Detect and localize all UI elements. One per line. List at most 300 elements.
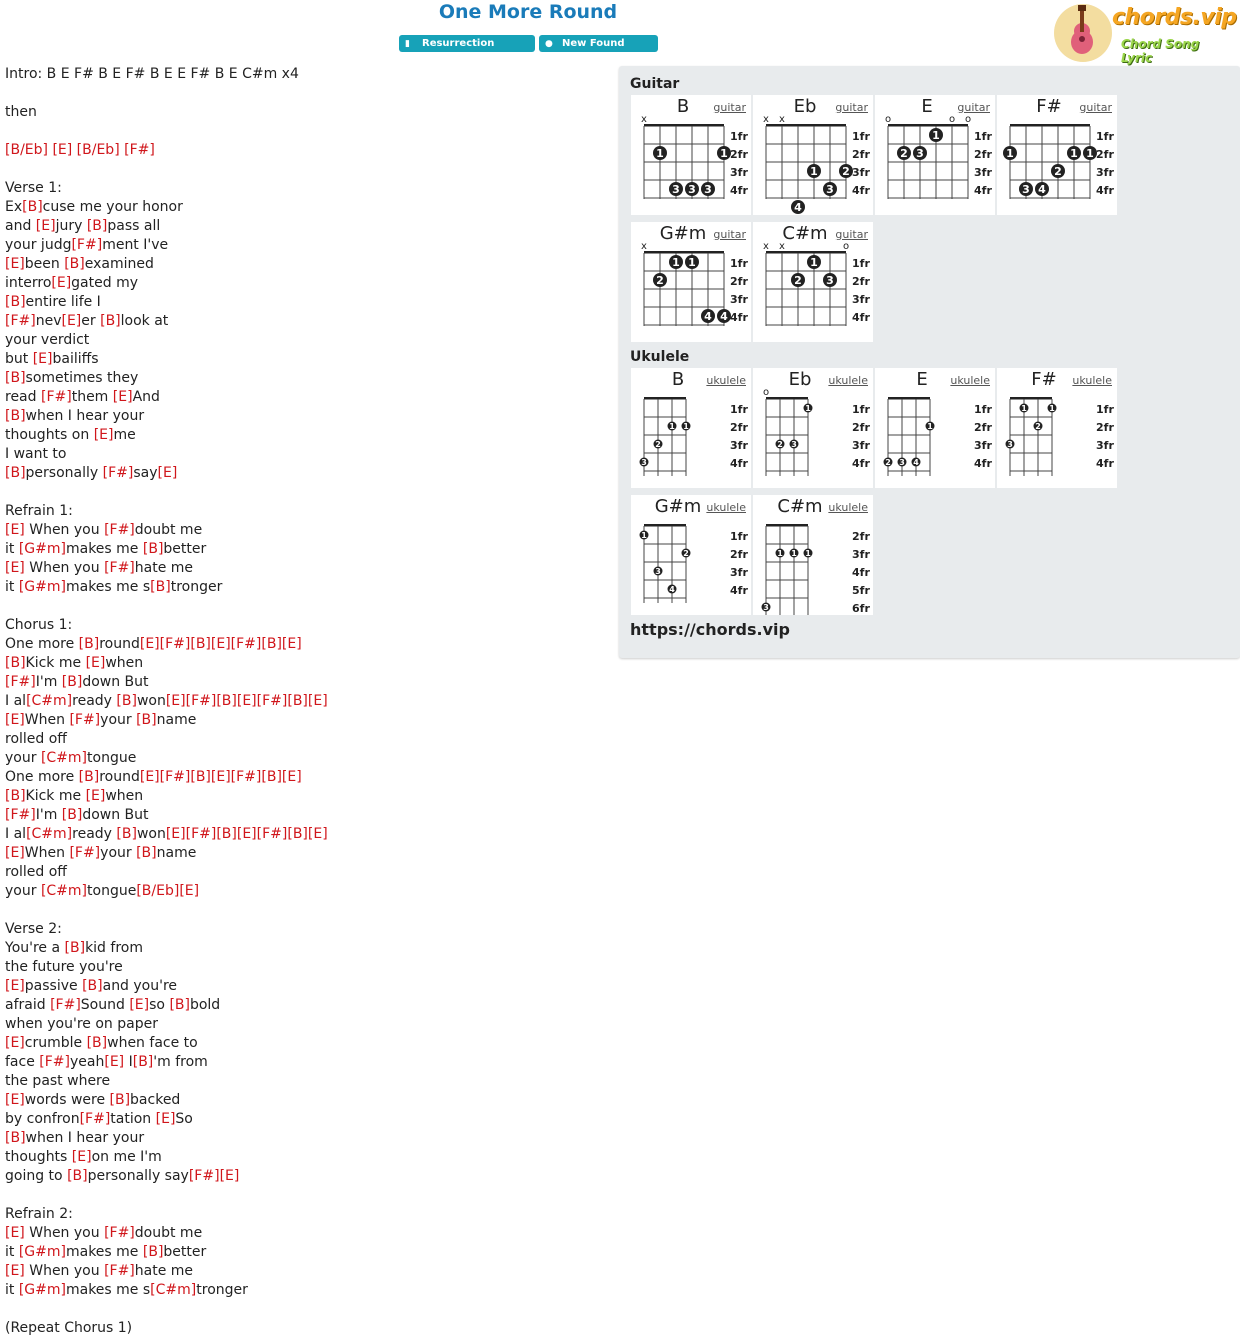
lyric-text: round xyxy=(99,769,140,785)
chord-token[interactable]: [E] xyxy=(5,1035,25,1051)
lyric-line xyxy=(5,1262,605,1281)
chord-token[interactable]: [F#] xyxy=(39,1054,70,1070)
chord-token[interactable]: [F#] xyxy=(104,560,135,576)
lyric-text: me xyxy=(113,427,136,443)
finger-dot xyxy=(685,255,699,269)
chord-token[interactable]: [E] xyxy=(236,693,257,709)
guitar-chord-card-b[interactable] xyxy=(631,95,751,215)
lyric-line xyxy=(5,426,605,445)
chord-token[interactable]: [C#m] xyxy=(26,826,73,842)
instrument-link[interactable]: guitar xyxy=(957,101,990,114)
svg-text:3: 3 xyxy=(826,274,834,287)
chord-token[interactable]: [B] xyxy=(116,826,137,842)
fret-label: 2fr xyxy=(974,421,992,434)
chord-token[interactable]: [E] xyxy=(32,351,53,367)
lyric-text: the past where xyxy=(5,1073,111,1089)
chord-token[interactable]: [B] xyxy=(61,674,83,690)
lyric-text: it xyxy=(5,541,19,557)
finger-dot xyxy=(839,164,853,178)
lyric-text: doubt me xyxy=(134,1225,203,1241)
svg-text:2: 2 xyxy=(794,274,802,287)
lyric-text: afraid xyxy=(5,997,51,1013)
lyric-line xyxy=(5,160,605,179)
chord-token[interactable]: [E] xyxy=(85,788,106,804)
chord-token[interactable]: [E] xyxy=(236,826,257,842)
lyric-text: crumble xyxy=(24,1035,87,1051)
chord-token[interactable]: [G#m] xyxy=(18,579,66,595)
lyric-line xyxy=(5,445,605,464)
guitar-chord-card-gsharpm[interactable] xyxy=(631,222,751,342)
fret-label: 1fr xyxy=(730,403,748,416)
lyric-text: yeah xyxy=(70,1054,105,1070)
lyric-text: when you're on paper xyxy=(5,1016,158,1032)
lyric-line xyxy=(5,65,605,84)
lyric-text: better xyxy=(163,1244,207,1260)
svg-text:1: 1 xyxy=(688,256,696,269)
chord-token[interactable]: [E] xyxy=(281,636,302,652)
chord-token[interactable]: [C#m] xyxy=(150,1282,197,1298)
chord-token[interactable]: [F#] xyxy=(50,997,81,1013)
chord-name: F# xyxy=(1031,369,1057,390)
lyric-text: it xyxy=(5,1244,19,1260)
chord-name: F# xyxy=(1036,96,1062,117)
lyric-text: makes me s xyxy=(65,1282,151,1298)
fret-label: 4fr xyxy=(974,184,992,197)
lyric-line xyxy=(5,616,605,635)
lyric-text: ready xyxy=(72,693,117,709)
lyric-line xyxy=(5,274,605,293)
artist-badge[interactable] xyxy=(539,35,658,67)
lyric-text: entire life I xyxy=(25,294,101,310)
lyric-line xyxy=(5,1205,605,1224)
lyric-line xyxy=(5,521,605,540)
lyric-line xyxy=(5,1148,605,1167)
ukulele-chord-card-eb[interactable] xyxy=(753,368,873,488)
chord-token[interactable]: [F#] xyxy=(69,712,101,728)
chord-token[interactable]: [E] xyxy=(179,883,200,899)
chord-token[interactable]: [F#] xyxy=(159,769,191,785)
svg-text:2: 2 xyxy=(885,458,891,467)
chord-name: Eb xyxy=(793,96,817,117)
svg-text:3: 3 xyxy=(899,458,905,467)
chord-token[interactable]: [E] xyxy=(5,560,25,576)
lyric-text: You're a xyxy=(5,940,65,956)
chord-token[interactable]: [F#] xyxy=(69,845,101,861)
lyric-text: backed xyxy=(130,1092,181,1108)
muted-string-marker: x xyxy=(641,241,647,252)
chord-token[interactable]: [B] xyxy=(261,769,282,785)
chord-token[interactable]: [E] xyxy=(104,1054,125,1070)
lyric-text: When you xyxy=(24,560,105,576)
instrument-link[interactable]: ukulele xyxy=(706,501,746,514)
finger-dot xyxy=(762,603,771,613)
chord-token[interactable]: [B/Eb] xyxy=(136,883,180,899)
chord-token[interactable]: [F#] xyxy=(230,769,262,785)
album-icon: ▮ xyxy=(405,39,410,49)
lyric-line xyxy=(5,597,605,616)
chord-token[interactable]: [E] xyxy=(157,465,178,481)
lyric-line xyxy=(5,711,605,730)
lyric-text: words were xyxy=(24,1092,110,1108)
chord-token[interactable]: [B] xyxy=(78,769,100,785)
chord-token[interactable]: [B] xyxy=(136,845,157,861)
chord-token[interactable]: [E] xyxy=(5,712,25,728)
lyric-line xyxy=(5,407,605,426)
svg-text:1: 1 xyxy=(1006,147,1014,160)
lyric-line xyxy=(5,369,605,388)
chord-token[interactable]: [E] xyxy=(85,655,106,671)
chord-token[interactable]: [E] xyxy=(71,1149,92,1165)
chord-token[interactable]: [E] xyxy=(5,978,25,994)
lyric-line xyxy=(5,1072,605,1091)
chord-token[interactable]: [E] xyxy=(5,1225,25,1241)
finger-dot xyxy=(701,182,715,196)
chord-token[interactable]: [F#] xyxy=(5,313,36,329)
chord-token[interactable]: [B] xyxy=(287,693,308,709)
svg-text:1: 1 xyxy=(669,422,675,431)
lyric-text: your xyxy=(100,712,137,728)
lyric-line xyxy=(5,787,605,806)
finger-dot xyxy=(669,255,683,269)
chord-token[interactable]: [B] xyxy=(5,408,26,424)
lyric-text: makes me xyxy=(65,541,143,557)
lyric-text: makes me s xyxy=(65,579,151,595)
lyric-line xyxy=(5,350,605,369)
lyric-line xyxy=(5,236,605,255)
chord-name: Eb xyxy=(788,369,812,390)
chord-token[interactable]: [F#] xyxy=(256,826,288,842)
svg-text:2: 2 xyxy=(1035,422,1041,431)
chord-token[interactable]: [B] xyxy=(86,1035,108,1051)
chord-token[interactable]: [E] xyxy=(155,1111,176,1127)
chord-token[interactable]: [C#m] xyxy=(26,693,73,709)
ukulele-chord-card-e[interactable] xyxy=(875,368,995,488)
chord-token[interactable]: [F#] xyxy=(230,636,262,652)
svg-text:4: 4 xyxy=(1038,183,1046,196)
lyric-line xyxy=(5,559,605,578)
chord-name: E xyxy=(921,96,933,117)
chord-token[interactable]: [F#] xyxy=(185,693,217,709)
lyric-text: 'm from xyxy=(153,1054,208,1070)
chord-token[interactable]: [B] xyxy=(190,769,211,785)
finger-dot xyxy=(668,585,677,595)
chord-token[interactable]: [E] xyxy=(5,1092,25,1108)
chord-token[interactable]: [E] xyxy=(5,1263,25,1279)
chord-name: B xyxy=(671,369,685,390)
chord-token[interactable]: [F#] xyxy=(79,1111,111,1127)
chord-token[interactable]: [B] xyxy=(5,788,26,804)
chord-token[interactable]: [E] xyxy=(5,522,25,538)
lyric-text: Chorus 1: xyxy=(5,617,73,633)
guitar-chord-card-e[interactable] xyxy=(875,95,995,215)
finger-dot xyxy=(653,146,667,160)
chord-token[interactable]: [F#] xyxy=(185,826,217,842)
chord-token[interactable]: [B] xyxy=(216,693,237,709)
chord-name: C#m xyxy=(782,223,828,244)
finger-dot xyxy=(640,531,649,541)
chord-token[interactable]: [E] xyxy=(165,693,186,709)
lyric-text: pass all xyxy=(107,218,161,234)
chord-token[interactable]: [F#] xyxy=(104,1263,135,1279)
logo-text: chords.vip xyxy=(1112,5,1237,30)
chord-token[interactable]: [F#] xyxy=(104,1225,135,1241)
chord-token[interactable]: [E] xyxy=(52,142,73,158)
svg-text:4: 4 xyxy=(669,585,675,594)
chord-token[interactable]: [B] xyxy=(5,370,26,386)
fret-label: 4fr xyxy=(1096,184,1114,197)
chord-token[interactable]: [E] xyxy=(210,769,231,785)
lyric-line xyxy=(5,578,605,597)
instrument-link[interactable]: guitar xyxy=(1079,101,1112,114)
chord-token[interactable]: [B] xyxy=(142,541,164,557)
svg-text:2: 2 xyxy=(777,440,783,449)
lyric-line xyxy=(5,749,605,768)
finger-dot xyxy=(1006,440,1015,450)
chord-token[interactable]: [B] xyxy=(132,1054,154,1070)
lyric-text: thoughts xyxy=(5,1149,72,1165)
chord-token[interactable]: [B] xyxy=(22,199,43,215)
chord-token[interactable]: [B] xyxy=(261,636,282,652)
lyric-text: your xyxy=(5,750,41,766)
chord-token[interactable]: [E] xyxy=(281,769,302,785)
lyric-line xyxy=(5,198,605,217)
site-logo[interactable] xyxy=(1054,2,1237,65)
chord-token[interactable]: [B/Eb] xyxy=(76,142,120,158)
chord-token[interactable]: [G#m] xyxy=(18,1282,66,1298)
instrument-link[interactable]: ukulele xyxy=(1072,374,1112,387)
fret-label: 3fr xyxy=(852,439,870,452)
lyric-text: I al xyxy=(5,826,27,842)
chord-token[interactable]: [E] xyxy=(5,256,25,272)
instrument-link[interactable]: guitar xyxy=(835,101,868,114)
chord-token[interactable]: [B] xyxy=(190,636,211,652)
instrument-link[interactable]: guitar xyxy=(713,101,746,114)
chord-token[interactable]: [G#m] xyxy=(18,1244,66,1260)
fret-label: 1fr xyxy=(1096,403,1114,416)
chord-token[interactable]: [B] xyxy=(216,826,237,842)
lyric-line xyxy=(5,825,605,844)
lyric-text: been xyxy=(24,256,65,272)
lyric-text: tation xyxy=(110,1111,156,1127)
chord-token[interactable]: [F#] xyxy=(159,636,191,652)
lyric-line xyxy=(5,1015,605,1034)
chord-token[interactable]: [F#] xyxy=(256,693,288,709)
ukulele-chord-card-fsharp[interactable] xyxy=(997,368,1117,488)
svg-text:3: 3 xyxy=(916,147,924,160)
chord-token[interactable]: [F#] xyxy=(5,807,36,823)
chord-token[interactable]: [F#] xyxy=(40,389,72,405)
chord-token[interactable]: [E] xyxy=(5,845,25,861)
chord-token[interactable]: [F#] xyxy=(5,674,36,690)
lyric-line xyxy=(5,730,605,749)
lyric-line xyxy=(5,1053,605,1072)
finger-dot xyxy=(898,458,907,468)
lyric-text: so xyxy=(149,997,170,1013)
lyric-line xyxy=(5,920,605,939)
svg-text:1: 1 xyxy=(932,129,940,142)
lyric-text: bailiffs xyxy=(52,351,99,367)
chord-token[interactable]: [B] xyxy=(82,978,103,994)
svg-text:1: 1 xyxy=(1021,404,1027,413)
chord-token[interactable]: [B] xyxy=(142,1244,164,1260)
album-badge[interactable] xyxy=(399,35,535,67)
lyric-line xyxy=(5,958,605,977)
fret-label: 4fr xyxy=(852,457,870,470)
lyric-line xyxy=(5,141,605,160)
fret-label: 1fr xyxy=(852,257,870,270)
instrument-link[interactable]: ukulele xyxy=(706,374,746,387)
lyric-text: won xyxy=(136,693,166,709)
finger-dot xyxy=(1083,146,1097,160)
chord-token[interactable]: [C#m] xyxy=(40,883,88,899)
chord-token[interactable]: [G#m] xyxy=(18,541,66,557)
chord-token[interactable]: [E] xyxy=(307,826,328,842)
lyric-line xyxy=(5,293,605,312)
chord-token[interactable]: [F#] xyxy=(71,237,103,253)
chord-token[interactable]: [E] xyxy=(219,1168,240,1184)
chord-token[interactable]: [B/Eb] xyxy=(5,142,48,158)
lyric-text: tongue xyxy=(87,750,137,766)
chord-token[interactable]: [B] xyxy=(150,579,171,595)
lyric-line xyxy=(5,673,605,692)
lyric-text: hate me xyxy=(134,1263,194,1279)
chord-token[interactable]: [E] xyxy=(35,218,56,234)
lyric-text: interro xyxy=(5,275,52,291)
lyric-text: your xyxy=(100,845,137,861)
lyric-text: tronger xyxy=(170,579,223,595)
svg-text:3: 3 xyxy=(826,183,834,196)
ukulele-chord-card-gsharpm[interactable] xyxy=(631,495,751,615)
chord-token[interactable]: [B] xyxy=(64,940,86,956)
user-icon: ● xyxy=(545,39,553,49)
instrument-link[interactable]: ukulele xyxy=(828,374,868,387)
fret-label: 3fr xyxy=(974,166,992,179)
fret-label: 4fr xyxy=(974,457,992,470)
instrument-link[interactable]: ukulele xyxy=(950,374,990,387)
chord-token[interactable]: [E] xyxy=(210,636,231,652)
instrument-link[interactable]: ukulele xyxy=(828,501,868,514)
svg-text:1: 1 xyxy=(641,531,647,540)
lyric-text: name xyxy=(156,712,197,728)
chord-token[interactable]: [E] xyxy=(51,275,72,291)
chord-token[interactable]: [B] xyxy=(5,1130,26,1146)
lyric-text: One more xyxy=(5,769,79,785)
lyric-text: sometimes they xyxy=(25,370,139,386)
lyric-text: I xyxy=(124,1054,133,1070)
instrument-link[interactable]: guitar xyxy=(835,228,868,241)
lyric-text: face xyxy=(5,1054,40,1070)
chord-token[interactable]: [E] xyxy=(139,769,160,785)
finger-dot xyxy=(804,549,813,559)
chord-token[interactable]: [B] xyxy=(100,313,121,329)
svg-text:2: 2 xyxy=(1054,165,1062,178)
chord-token[interactable]: [E] xyxy=(165,826,186,842)
lyric-text: When xyxy=(24,845,70,861)
chord-token[interactable]: [F#] xyxy=(102,465,134,481)
lyric-text: then xyxy=(5,104,37,120)
fret-label: 1fr xyxy=(974,130,992,143)
ukulele-chord-card-csharpm[interactable] xyxy=(753,495,873,615)
chord-token[interactable]: [E] xyxy=(93,427,114,443)
chord-token[interactable]: [F#] xyxy=(188,1168,220,1184)
guitar-chord-card-eb[interactable] xyxy=(753,95,873,215)
chord-token[interactable]: [B] xyxy=(67,1168,88,1184)
fret-label: 3fr xyxy=(852,548,870,561)
svg-text:1: 1 xyxy=(672,256,680,269)
finger-dot xyxy=(790,549,799,559)
chord-token[interactable]: [E] xyxy=(61,313,82,329)
lyric-line xyxy=(5,996,605,1015)
lyric-line xyxy=(5,179,605,198)
chord-token[interactable]: [B] xyxy=(61,807,83,823)
ukulele-chord-card-b[interactable] xyxy=(631,368,751,488)
lyric-text: personally say xyxy=(87,1168,189,1184)
finger-dot xyxy=(926,422,935,432)
fret-label: 4fr xyxy=(852,566,870,579)
finger-dot xyxy=(791,273,805,287)
fret-label: 3fr xyxy=(852,293,870,306)
chord-token[interactable]: [B] xyxy=(5,465,26,481)
finger-dot xyxy=(717,146,731,160)
fret-label: 1fr xyxy=(730,130,748,143)
finger-dot xyxy=(1034,422,1043,432)
lyric-line xyxy=(5,654,605,673)
lyric-line xyxy=(5,1091,605,1110)
lyric-text: Kick me xyxy=(25,788,86,804)
guitar-chord-card-fsharp[interactable] xyxy=(997,95,1117,215)
fret-label: 4fr xyxy=(852,311,870,324)
chord-token[interactable]: [F#] xyxy=(104,522,135,538)
lyric-text: Verse 2: xyxy=(5,921,62,937)
chord-token[interactable]: [E] xyxy=(112,389,133,405)
svg-text:1: 1 xyxy=(1049,404,1055,413)
lyric-line xyxy=(5,217,605,236)
chord-token[interactable]: [B] xyxy=(5,655,26,671)
lyric-line xyxy=(5,483,605,502)
lyric-text: I'm xyxy=(35,674,62,690)
chord-token[interactable]: [F#] xyxy=(124,142,155,158)
chord-token[interactable]: [B] xyxy=(109,1092,131,1108)
chord-name: C#m xyxy=(777,496,823,517)
open-string-marker: o xyxy=(884,114,892,125)
chord-token[interactable]: [B] xyxy=(169,997,190,1013)
chord-token[interactable]: [E] xyxy=(139,636,160,652)
chord-token[interactable]: [B] xyxy=(136,712,157,728)
chord-token[interactable]: [E] xyxy=(307,693,328,709)
chord-token[interactable]: [E] xyxy=(129,997,150,1013)
lyric-line xyxy=(5,1243,605,1262)
lyric-text: when face to xyxy=(107,1035,198,1051)
lyric-text: jury xyxy=(55,218,87,234)
site-url-link[interactable]: https://chords.vip xyxy=(630,620,790,639)
chord-token[interactable]: [B] xyxy=(64,256,85,272)
lyric-text: and you're xyxy=(102,978,178,994)
chord-token[interactable]: [B] xyxy=(287,826,308,842)
chord-token[interactable]: [B] xyxy=(78,636,100,652)
chord-token[interactable]: [C#m] xyxy=(40,750,88,766)
svg-text:4: 4 xyxy=(794,201,802,214)
chord-token[interactable]: [B] xyxy=(5,294,26,310)
song-title[interactable]: One More Round xyxy=(438,1,618,23)
lyric-text: And xyxy=(132,389,160,405)
guitar-chord-card-csharpm[interactable] xyxy=(753,222,873,342)
lyric-text: I want to xyxy=(5,446,67,462)
lyric-text: when I hear your xyxy=(25,1130,145,1146)
chord-token[interactable]: [B] xyxy=(86,218,108,234)
chord-token[interactable]: [B] xyxy=(116,693,137,709)
instrument-link[interactable]: guitar xyxy=(713,228,746,241)
fret-label: 3fr xyxy=(1096,439,1114,452)
